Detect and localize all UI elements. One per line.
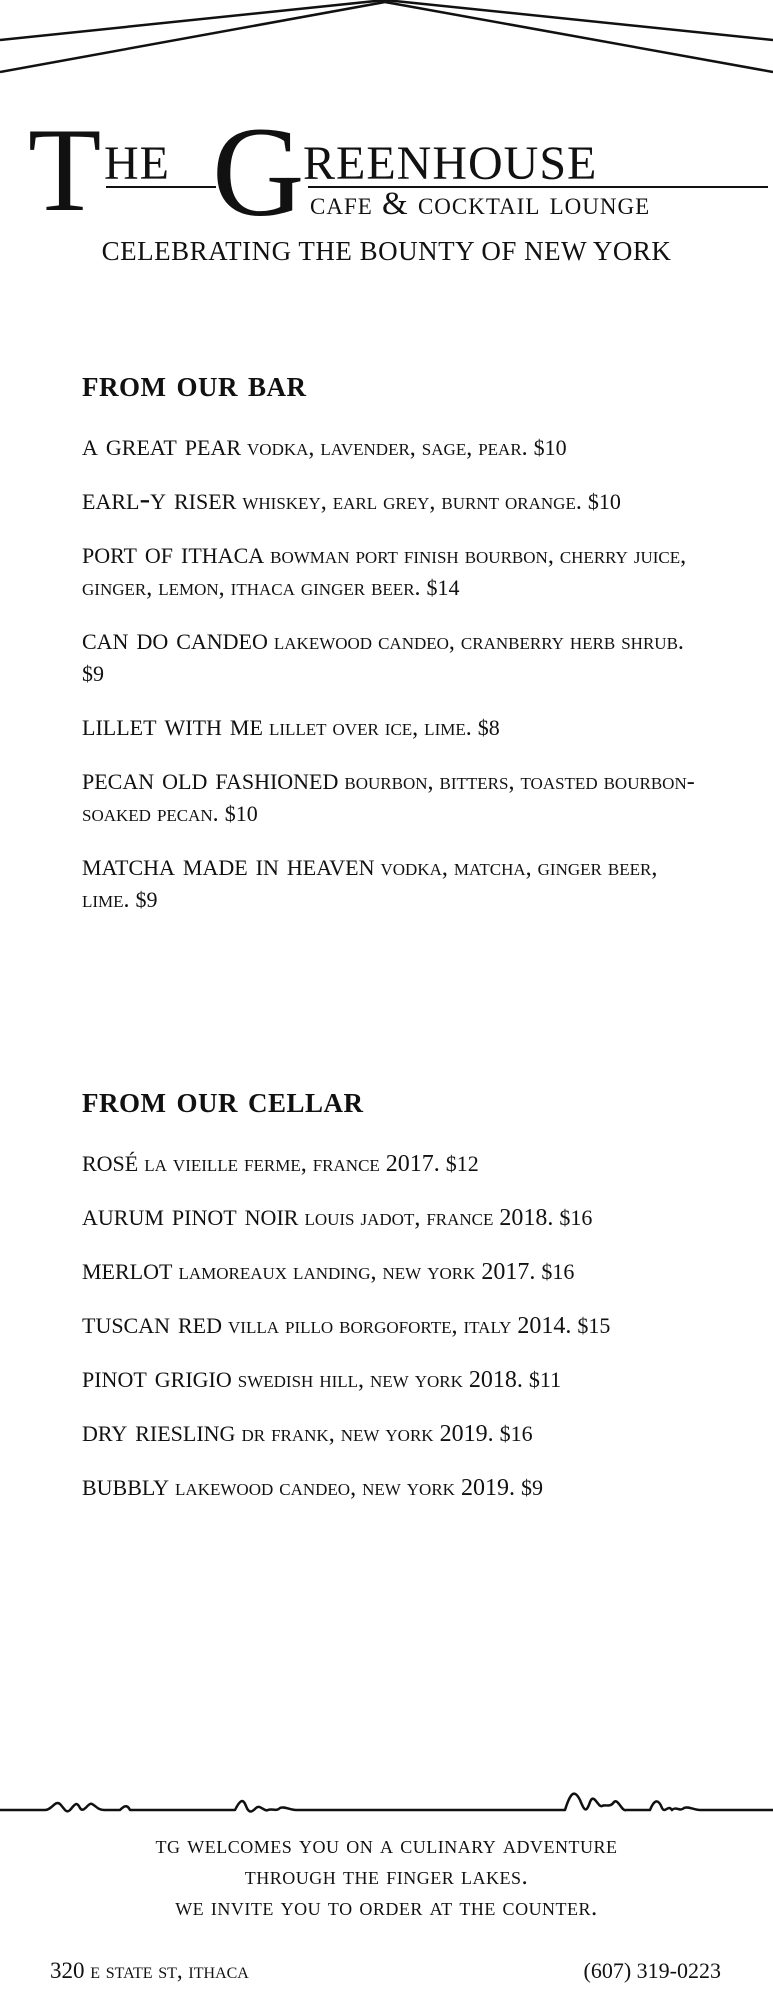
squiggle-divider-decoration [0,1780,773,1830]
item-description: villa pillo borgoforte, italy 2014. [228,1313,572,1339]
logo-text-he: he [104,118,170,194]
item-name: rosé [82,1142,139,1178]
item-description: lakewood candeo, cranberry herb shrub. [273,629,684,655]
tagline: CELEBRATING THE BOUNTY OF NEW YORK [101,236,672,266]
item-price: $10 [587,489,621,514]
menu-item [82,762,702,830]
section-title: from our bar [82,363,307,405]
menu-item [82,1468,702,1504]
item-price: $9 [520,1475,543,1500]
item-name: earl-y riser [82,480,237,516]
item-price: $16 [541,1259,575,1284]
welcome-line: we invite you to order at the counter. [175,1894,598,1921]
item-price: $14 [426,575,460,600]
logo-letter-g: G [212,101,305,243]
item-price: $8 [477,715,500,740]
item-name: a great pear [82,426,242,462]
item-name: lillet with me [82,706,263,742]
menu-item [82,1360,702,1396]
item-name: aurum pinot noir [82,1196,299,1232]
logo-subtitle: cafe & cocktail lounge [310,186,651,222]
menu-item [82,1306,702,1342]
item-price: $11 [528,1367,562,1392]
item-name: merlot [82,1250,173,1286]
item-price: $12 [445,1151,479,1176]
item-name: bubbly [82,1466,170,1502]
roof-lines-decoration [0,0,773,90]
item-description: vodka, matcha, ginger beer, lime. [82,855,658,913]
item-description: swedish hill, new york 2018. [237,1367,523,1393]
item-description: dr frank, new york 2019. [241,1421,494,1447]
menu-item [82,848,702,916]
logo [28,101,748,243]
logo-text-reenhouse: reenhouse [303,118,598,194]
menu-item [82,1144,702,1180]
menu-item [82,482,702,518]
item-name: pecan old fashioned [82,760,339,796]
item-description: bowman port finish bourbon, cherry juice, ginger, lemon, ithaca ginger beer. [82,543,687,601]
item-name: tuscan red [82,1304,223,1340]
cellar-menu-section [82,1078,702,1522]
logo-letter-t: T [28,103,102,236]
menu-item [82,1414,702,1450]
item-name: dry riesling [82,1412,236,1448]
item-price: $15 [577,1313,611,1338]
item-description: vodka, lavender, sage, pear. [247,435,528,461]
welcome-line: tg welcomes you on a culinary adventure [155,1832,618,1859]
bar-menu-section [82,362,702,934]
item-name: pinot grigio [82,1358,232,1394]
item-price: $9 [82,661,104,686]
menu-item [82,622,702,690]
item-price: $16 [499,1421,533,1446]
item-description: lakewood candeo, new york 2019. [175,1475,515,1501]
item-price: $9 [135,887,158,912]
menu-item [82,708,702,744]
menu-item [82,428,702,464]
item-description: louis jadot, france 2018. [304,1205,554,1231]
item-price: $10 [533,435,567,460]
section-title: from our cellar [82,1079,364,1121]
item-name: can do candeo [82,620,268,656]
item-name: matcha made in heaven [82,846,375,882]
menu-item [82,1198,702,1234]
item-description: lillet over ice, lime. [268,715,472,741]
item-price: $16 [559,1205,593,1230]
menu-item [82,536,702,604]
item-description: lamoreaux landing, new york 2017. [178,1259,536,1285]
menu-item [82,1252,702,1288]
item-description: bourbon, bitters, toasted bourbon-soaked pecan. [82,769,695,827]
item-description: la vieille ferme, france 2017. [144,1151,440,1177]
logo-rule [106,186,216,188]
item-description: whiskey, earl grey, burnt orange. [242,489,582,515]
welcome-message [0,1830,773,1923]
item-name: port of ithaca [82,534,265,570]
address: 320 e state st, ithaca [50,1958,249,1983]
item-price: $10 [224,801,258,826]
phone-number: (607) 319-0223 [583,1958,721,1983]
welcome-line: through the finger lakes. [244,1863,529,1890]
